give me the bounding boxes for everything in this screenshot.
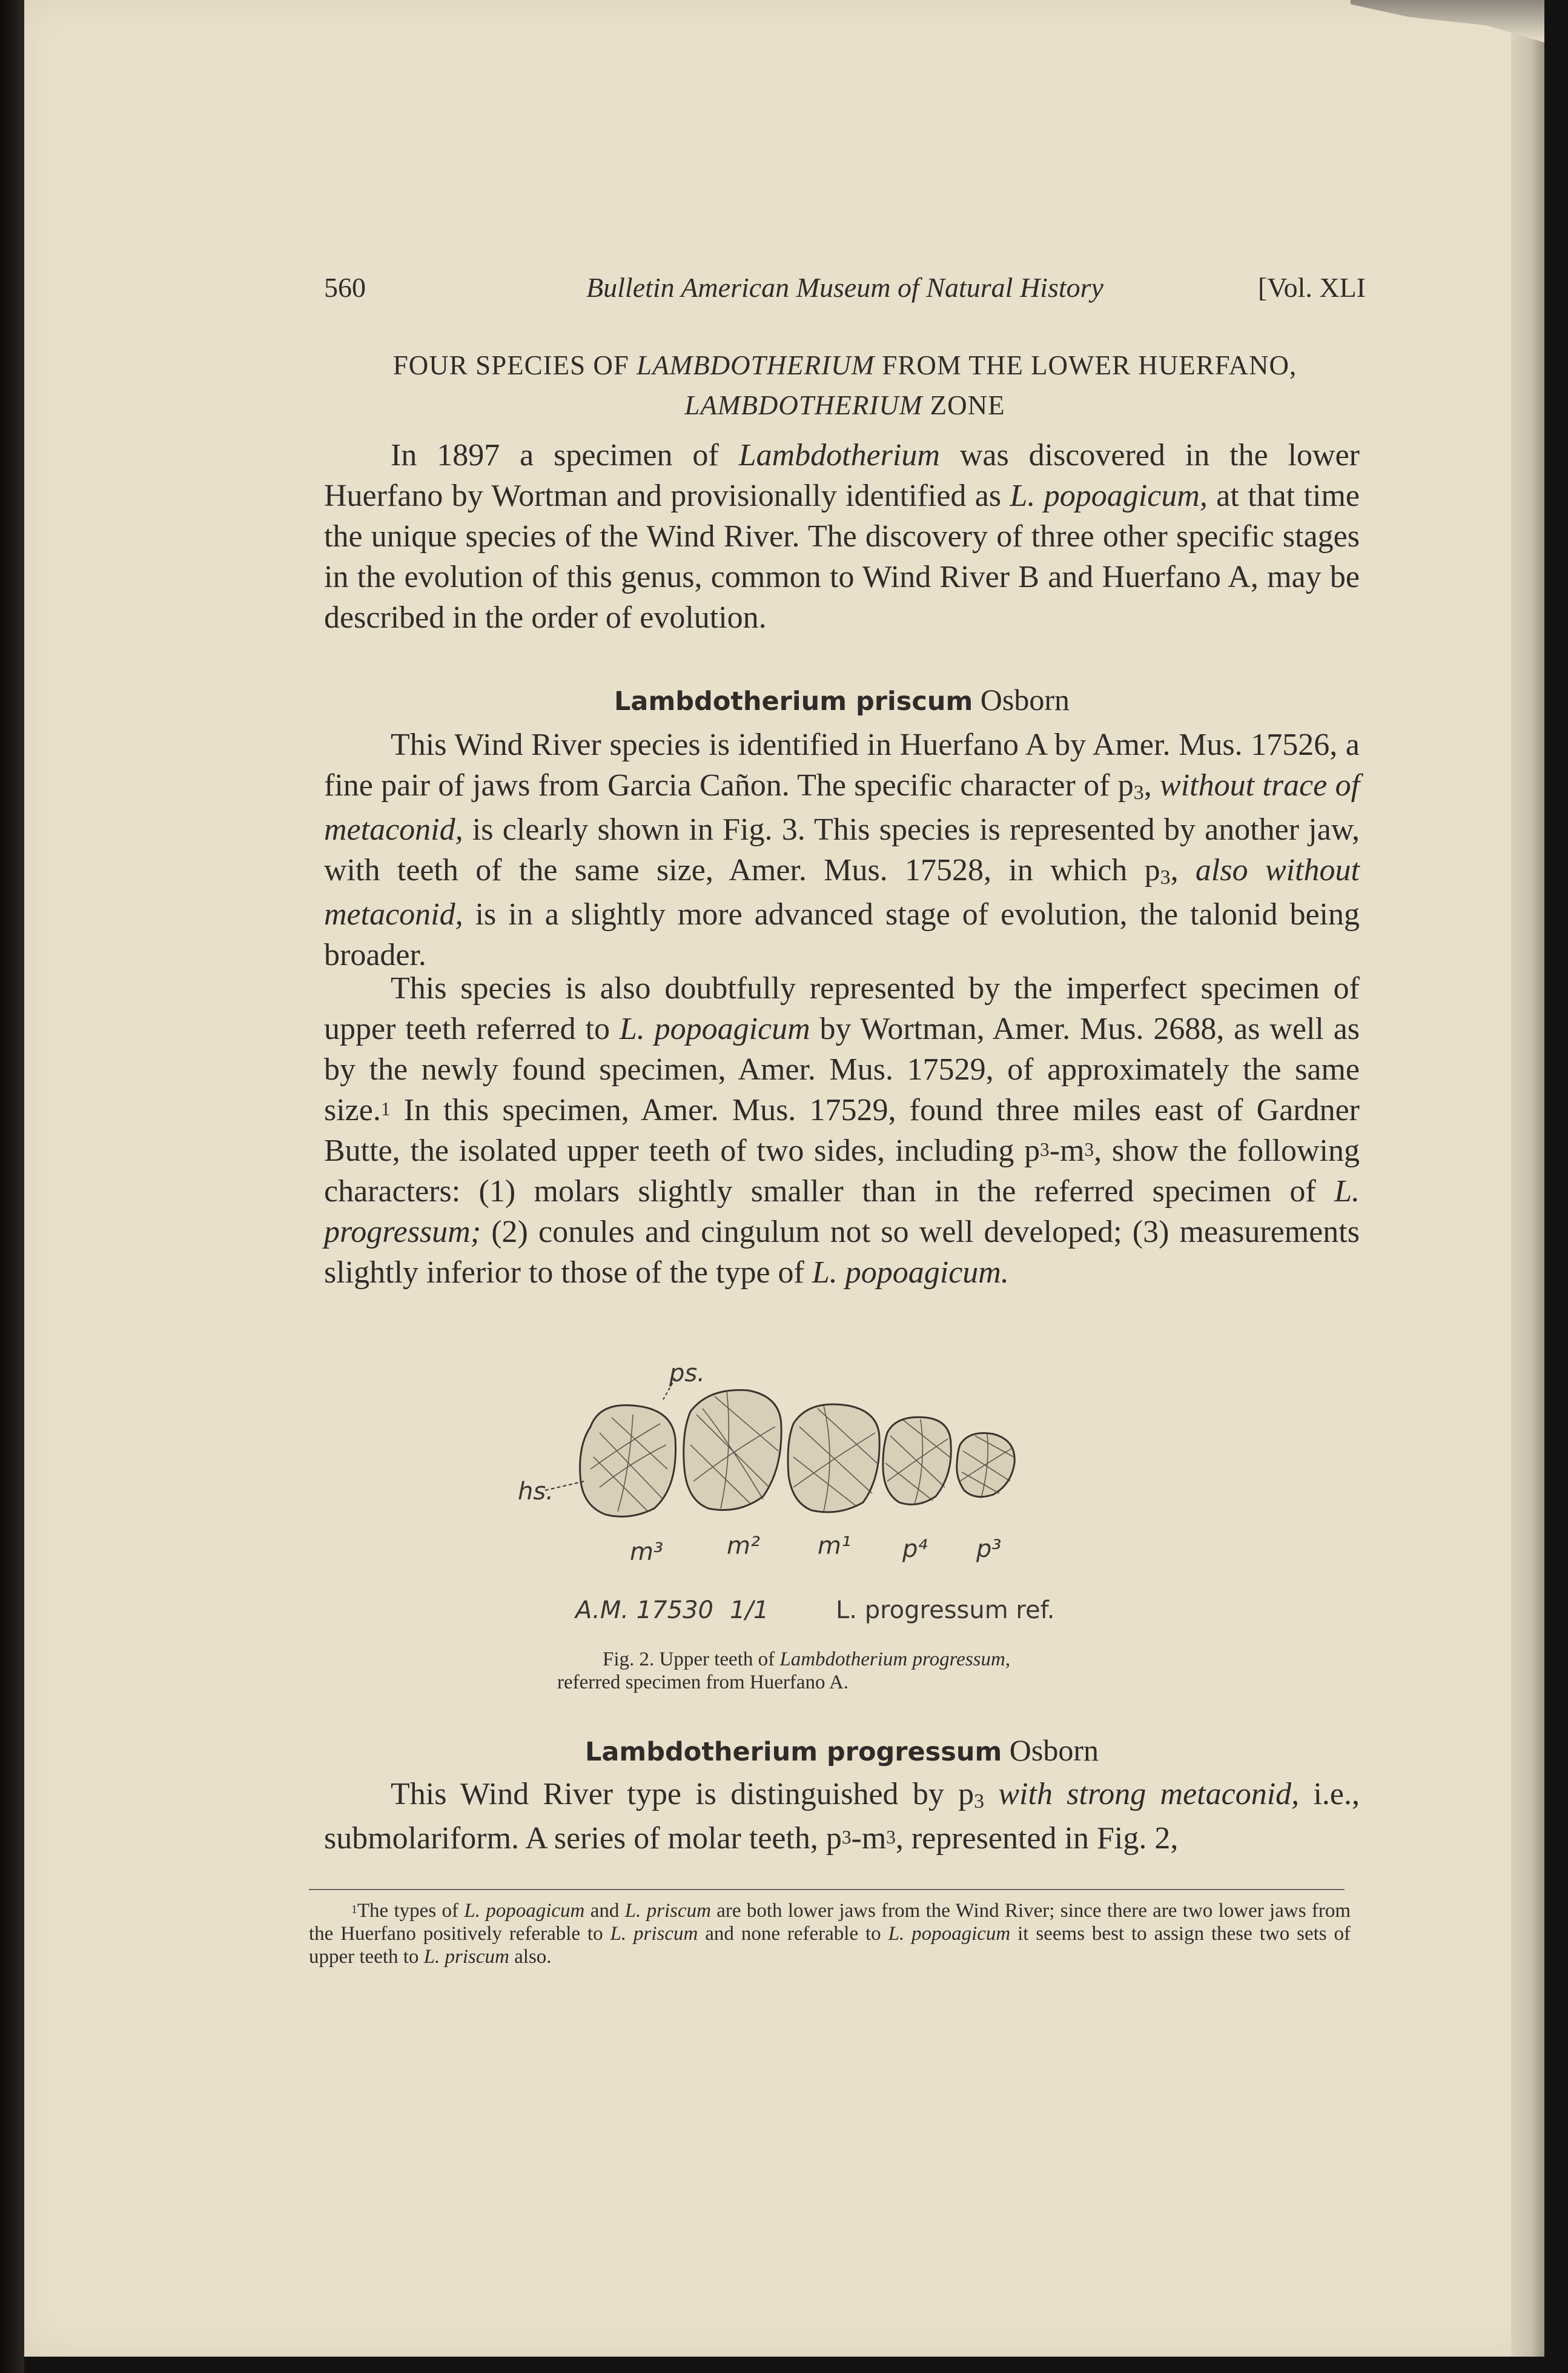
progressum-paragraph-1: This Wind River type is distinguished by $p_3$ with strong metaconid, i.e., submolariform. A series of molar teeth, $p^3-m^3$, represented in Fig. 2,	[324, 1777, 1360, 1856]
section-heading-priscum: Lambdotherium priscum Osborn	[614, 683, 1070, 717]
title-text: ZONE	[922, 390, 1005, 420]
running-header	[324, 271, 1366, 314]
figure-2-upper-teeth	[509, 1366, 1108, 1602]
title-genus: LAMBDOTHERIUM	[637, 350, 875, 380]
label-p4: p⁴	[902, 1535, 928, 1563]
label-ps: ps.	[669, 1366, 705, 1387]
priscum-paragraph-1: This Wind River species is identified in Huerfano A by Amer. Mus. 17526, a fine pair of jaws from Garcia Cañon. The specific character of $p_3$, without trace of metaconid, is clearly shown in Fig. 3. This species is represented by another jaw, with teeth of the same size, Amer. Mus. 17528, in which $p_3$, also without metaconid, is in a slightly more advanced stage of evolution, the talonid being broader.	[324, 728, 1360, 972]
scale-label: 1/1	[730, 1596, 769, 1624]
species-label: L. progressum ref.	[836, 1596, 1055, 1624]
figure-caption: Fig. 2. Upper teeth of Lambdotherium progressum, referred specimen from Huerfano A.	[557, 1648, 1011, 1693]
footnote: $^1$The types of L. popoagicum and L. priscum are both lower jaws from the Wind River; since there are two lower jaws from the Huerfano positively referable to L. priscum and none referable to L. popoagicum it seems best to assign these two sets of upper teeth to L. priscum also.	[309, 1900, 1351, 1968]
scan-left-edge	[0, 0, 24, 2373]
label-hs: hs.	[518, 1478, 554, 1505]
journal-title: Bulletin American Museum of Natural History	[586, 272, 1103, 303]
page-number: 560	[324, 272, 366, 303]
footnote-reference: 1	[380, 1098, 391, 1120]
title-text: FROM THE LOWER HUERFANO,	[875, 350, 1297, 380]
label-m1: m¹	[818, 1532, 851, 1560]
footnote-rule	[309, 1889, 1345, 1890]
volume-number: [Vol. XLI	[1257, 272, 1366, 303]
page-right-edge	[1511, 0, 1544, 2357]
label-m2: m²	[727, 1532, 760, 1560]
section-heading-progressum: Lambdotherium progressum Osborn	[585, 1733, 1099, 1767]
title-text: FOUR SPECIES OF	[392, 350, 637, 380]
label-p3: p³	[976, 1535, 1002, 1563]
title-genus: LAMBDOTHERIUM	[684, 390, 923, 420]
tooth-drawing	[509, 1366, 1108, 1602]
figure-annotation-row	[575, 1596, 1133, 1633]
specimen-number: A.M. 17530	[575, 1596, 714, 1624]
priscum-paragraph-2: This species is also doubtfully represented by the imperfect specimen of upper teeth referred to L. popoagicum by Wortman, Amer. Mus. 2688, as well as by the newly found specimen, Amer. Mus. 17529, of approximately the same size.$^1$ In this specimen, Amer. Mus. 17529, found three miles east of Gardner Butte, the isolated upper teeth of two sides, including $p^3-m^3$, show the following characters: (1) molars slightly smaller than in the referred specimen of L. progressum; (2) conules and cingulum not so well developed; (3) measurements slightly inferior to those of the type of L. popoagicum.	[324, 971, 1360, 1290]
intro-paragraph: In 1897 a specimen of Lambdotherium was discovered in the lower Huerfano by Wortman and provisionally identified as L. popoagicum, at that time the unique species of the Wind River. The discovery of three other specific stages in the evolution of this genus, common to Wind River B and Huerfano A, may be described in the order of evolution.	[324, 438, 1360, 635]
article-title	[324, 345, 1366, 425]
label-m3: m³	[630, 1538, 663, 1566]
tooth-m3	[580, 1405, 676, 1516]
